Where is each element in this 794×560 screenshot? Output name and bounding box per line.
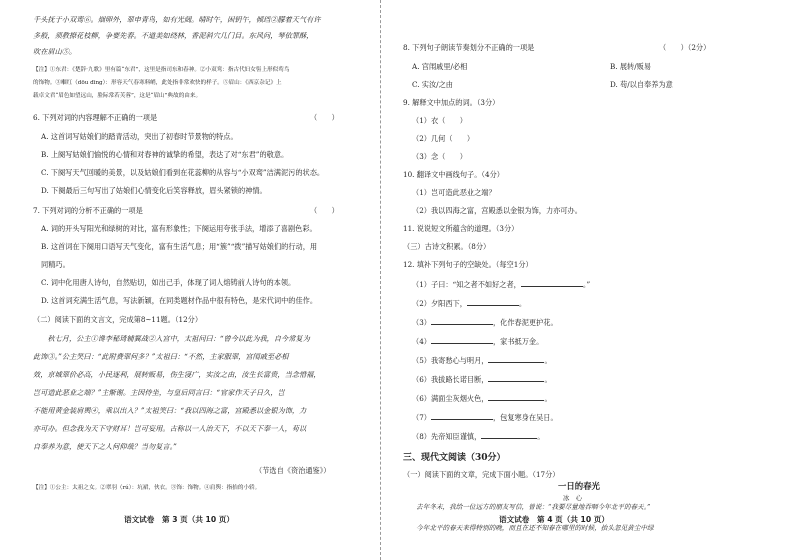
annotation-line: 载卓文君“眉色如望远山，脸际常若芙蓉”，这是“眉山”典故的由来。 <box>33 93 202 99</box>
classical-line: 效，京城翠价必高，小民逐利，展转贩易，伤生寖广，实汝之由，汝生长富贵，当念惜福， <box>33 370 321 379</box>
fill-blank[interactable] <box>488 355 544 363</box>
question-10-stem: 10. 翻译文中画线句子。（4分） <box>403 170 504 179</box>
essay-line: 今年北平的春天来得特别的晚，而且在还不知春在哪里的时候，抬头忽见黄尘中绿 <box>403 524 654 532</box>
passage-line: 多般，须教撩花枝柳，争要先春。不道美如绕林，香泥斜穴几门目。东风问，琴依罪酥， <box>33 31 314 40</box>
option-d: D. 苟/以自奉养为意 <box>610 80 673 89</box>
source-note: （节选自《资治通鉴》） <box>255 466 331 475</box>
option-c: C. 下阕写天气回暖的美景，以及姑娘们看到在花蕊柳的从容与“小双鸾”洁满泥污的状态。 <box>41 168 325 177</box>
question-7-stem: 7. 下列对词的分析不正确的一项是 <box>33 206 143 215</box>
option-b: B. 展转/贩易 <box>610 62 652 71</box>
question-12-stem: 12. 填补下列句子的空缺处。（每空1分） <box>403 260 533 269</box>
section-heading: （三）古诗文积累。（8分） <box>403 242 491 251</box>
option-d: D. 下阕最后三句写出了姑娘们心情变化后笑容释放，眉头紧锁的神情。 <box>41 186 267 195</box>
q10-item: （1）岂可造此恶业之端？ <box>412 188 496 197</box>
option-b: B. 上阕写姑娘们愉悦的心情和对春神的诚挚的希望，表达了对“东君”的敬意。 <box>41 150 289 159</box>
fill-blank[interactable] <box>488 374 544 382</box>
option-a: A. 词的开头写阳光和绿树的对比，富有形象性；下阕运用夸张手法，增添了喜剧色彩。 <box>41 224 317 233</box>
classical-line: 亦可办。但念我为天下守财耳！岂可妄用。古称以一人治天下，不以天下奉一人，苟以 <box>33 424 307 433</box>
fill-blank[interactable] <box>521 279 583 287</box>
essay-line: 去年冬末，我给一位远方的朋友写信，曾说：“我要尽量地吞咽今年北平的春天。” <box>403 503 651 511</box>
question-6-stem: 6. 下列对词的内容理解不正确的一项是 <box>33 113 158 122</box>
fill-item: （3） ，化作春泥更护花。 <box>412 318 558 327</box>
fill-item: （4） ，家书抵万金。 <box>412 337 544 346</box>
question-11-stem: 11. 说说短文所蕴含的道理。（3分） <box>403 224 519 233</box>
page-footer: 语文试卷 第 4 页（共 10 页） <box>499 515 609 524</box>
fill-blank[interactable] <box>488 393 544 401</box>
fill-blank[interactable] <box>431 317 493 325</box>
option-b: B. 这首词在下阕用口语写天气变化，富有生活气息；用“簇”“拨”描写姑娘们的行动，用 <box>41 242 318 251</box>
page-divider <box>380 0 381 560</box>
option-b-cont: 同精巧。 <box>41 260 70 269</box>
fill-item: （7） ，包复寒身在吴日。 <box>412 413 558 422</box>
option-d: D. 这首词充满生活气息，写法新颖，在同类题材作品中很有特色，是宋代词中的佳作。 <box>41 296 318 305</box>
passage-line: 吹在眉山⑤。 <box>33 47 77 56</box>
answer-paren[interactable]: （ ） <box>310 113 339 122</box>
answer-paren[interactable]: （ ） <box>310 206 339 215</box>
part-subheading: （一）阅读下面的文章，完成下面小题。（17分） <box>403 470 560 479</box>
classical-annotation: 【注】①公主：太祖之女。②翠羽（rú）：坑裙，伙衣。③饰：饰物。④肩舆：指抬的小轿。 <box>33 485 261 491</box>
part-heading: 三、现代文阅读（30分） <box>403 453 506 463</box>
page-footer: 语文试卷 第 3 页（共 10 页） <box>124 515 234 524</box>
q9-item[interactable]: （2）几何（ ） <box>412 134 475 143</box>
q10-item: （2）我以四海之富，宫殿悉以金银为饰，力亦可办。 <box>412 206 582 215</box>
fill-item: （8）先帝知臣谨慎， 。 <box>412 432 545 441</box>
essay-title: 一日的春光 <box>558 481 600 491</box>
option-a: A. 宫闱戚里/必相 <box>412 62 468 71</box>
essay-author: 冰 心 <box>563 494 583 502</box>
option-c: C. 实汝/之由 <box>412 80 453 89</box>
annotation-line: 的饰物。③嗰红（dōu dīng）：形容天气春寒料峭，此处指非常欢快的样子。⑤眉山：《西京杂记》上 <box>33 80 282 86</box>
classical-line: 秋七月，公主①谗李秘琦辅翼战②入宫中，太祖问曰：“曾今以此为我，自今常复为 <box>33 334 310 343</box>
fill-blank[interactable] <box>431 412 493 420</box>
option-a: A. 这首词写姑娘们的踏青活动，突出了初春时节景物的特点。 <box>41 132 238 141</box>
fill-blank[interactable] <box>481 431 537 439</box>
fill-blank[interactable] <box>467 298 519 306</box>
fill-item: （2）夕阳西下， 。 <box>412 299 527 308</box>
annotation-line: 【注】①东君：《楚辞·九歌》里有篇“东君”，这里是指司东和春神。②小双鸾：指古代妇女髻上形似鸾鸟 <box>33 67 290 73</box>
q9-item[interactable]: （3）念（ ） <box>412 152 467 161</box>
fill-item: （5）我寄愁心与明月， 。 <box>412 356 552 365</box>
section-heading: （二）阅读下面的文言文，完成第8~11题。（12分） <box>33 315 203 324</box>
classical-line: 不能用黄金装肩舆④，乘以出入？”太祖笑曰：“我以四海之富，宫殿悉以金银为饰，力 <box>33 406 307 415</box>
fill-item: （1）子曰：“知之者不如好之者， 。” <box>412 280 591 289</box>
question-9-stem: 9. 解释文中加点的词。（3分） <box>403 98 500 107</box>
classical-line: 岂可造此恶业之端？”主惭谢。主因侍坐，与皇后同言曰：“官家作天子日久，岂 <box>33 388 285 397</box>
classical-line: 此饰③。”公主笑曰：“此附费翠何多？”太祖曰：“不然，主家服翠，宫闱戚至必相 <box>33 352 289 361</box>
classical-line: 自奉养为意，使天下之人何仰哉？当勿复言。” <box>33 442 177 451</box>
passage-line: 千头抚于小双鸾⑥。烟卵外，翠申青鸟，如有光阔。晴时午，困钥午，倾珰②朦着天气有许 <box>33 15 321 24</box>
question-8-stem: 8. 下列句子朗读节奏划分不正确的一项是 <box>403 43 535 52</box>
fill-item: （6）满面尘灰烟火色， 。 <box>412 394 552 403</box>
q9-item[interactable]: （1）衣（ ） <box>412 116 467 125</box>
option-c: C. 词中化用唐人诗句，自然贴切，如出己手，体现了词人熔铸前人诗句的本领。 <box>41 278 296 287</box>
answer-paren[interactable]: （ ）（2分） <box>659 43 711 52</box>
fill-blank[interactable] <box>431 336 493 344</box>
fill-item: （6）我拔路长诺目断， 。 <box>412 375 552 384</box>
